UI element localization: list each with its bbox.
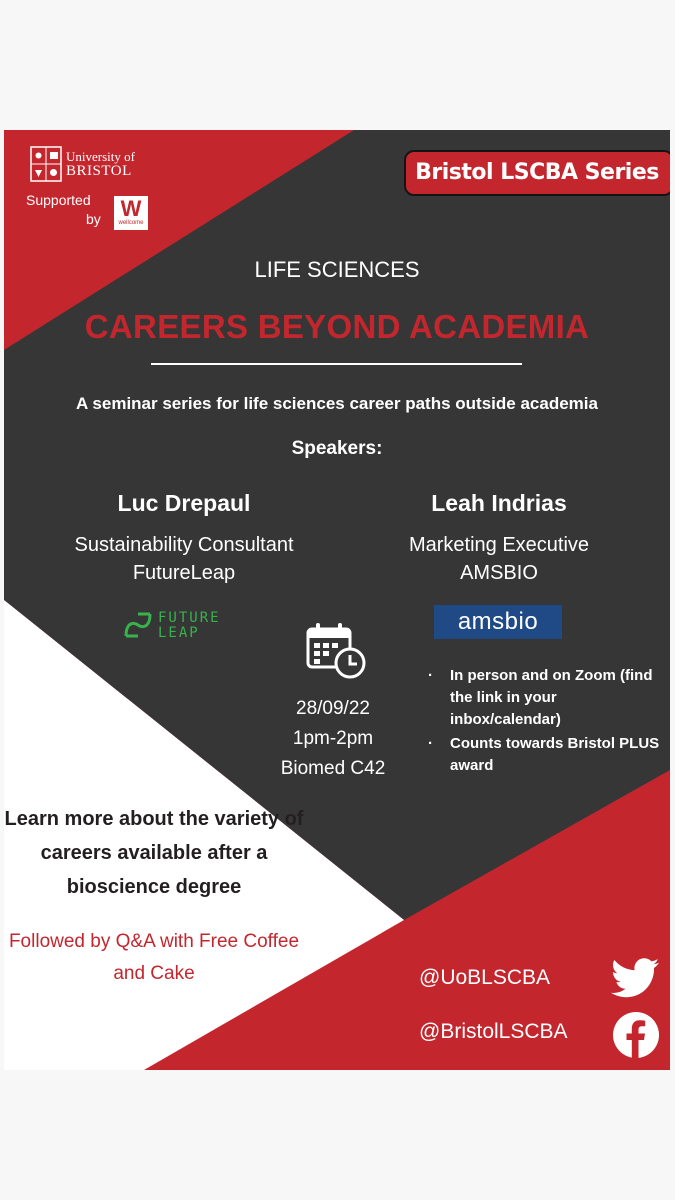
twitter-handle: @UoBLSCBA (419, 966, 551, 989)
wellcome-logo-letter: W (120, 196, 142, 221)
series-badge-label: Bristol LSCBA Series (415, 160, 659, 185)
university-wordmark (66, 150, 135, 178)
tagline: A seminar series for life sciences career paths outside academia (76, 394, 598, 413)
futureleap-mark-icon (122, 610, 154, 640)
speaker-org: FutureLeap (132, 562, 236, 584)
supported-text: Supported (26, 192, 91, 208)
speaker-name: Luc Drepaul (117, 490, 251, 516)
detail-text: In person and on Zoom (find the link in your inbox/calendar) (450, 667, 653, 728)
event-date: 28/09/22 (296, 698, 370, 719)
title-divider (151, 363, 522, 365)
calendar-clock-icon (306, 623, 368, 681)
speaker-role: Sustainability Consultant (74, 534, 294, 556)
detail-text: Counts towards Bristol PLUS award (450, 735, 660, 774)
amsbio-logo: amsbio (434, 605, 562, 639)
page-title: CAREERS BEYOND ACADEMIA (84, 308, 590, 345)
bullet-icon: · (428, 667, 433, 684)
university-crest-icon (30, 146, 62, 184)
futureleap-logo-line1: FUTURE (158, 610, 221, 626)
facebook-handle: @BristolLSCBA (419, 1020, 568, 1043)
wellcome-logo (114, 196, 148, 230)
university-line2: BRISTOL (66, 163, 132, 179)
event-info (248, 694, 418, 784)
list-item (428, 665, 668, 731)
poster (4, 130, 670, 1070)
futureleap-logo-line2: LEAP (158, 625, 200, 641)
speaker-name: Leah Indrias (431, 490, 567, 516)
speaker-org: AMSBIO (460, 562, 538, 584)
twitter-icon (611, 958, 659, 998)
event-time: 1pm-2pm (292, 728, 374, 749)
speakers-heading: Speakers: (291, 438, 383, 459)
university-line1: University of (66, 149, 135, 164)
speaker-card (34, 490, 334, 587)
followed-by-text: Followed by Q&A with Free Coffee and Cake (8, 931, 300, 984)
wellcome-logo-word: wellcome (118, 220, 144, 226)
list-item (428, 733, 668, 777)
series-badge (404, 150, 670, 196)
speaker-card (349, 490, 649, 587)
event-location: Biomed C42 (280, 758, 386, 779)
title-line1: LIFE SCIENCES (254, 257, 420, 282)
supported-by-text: by (86, 211, 101, 227)
learn-more-text: Learn more about the variety of careers available after a bioscience degree (4, 808, 304, 898)
details-list (428, 665, 668, 779)
bullet-icon: · (428, 735, 433, 752)
facebook-icon (612, 1011, 660, 1059)
speaker-role: Marketing Executive (408, 534, 590, 556)
